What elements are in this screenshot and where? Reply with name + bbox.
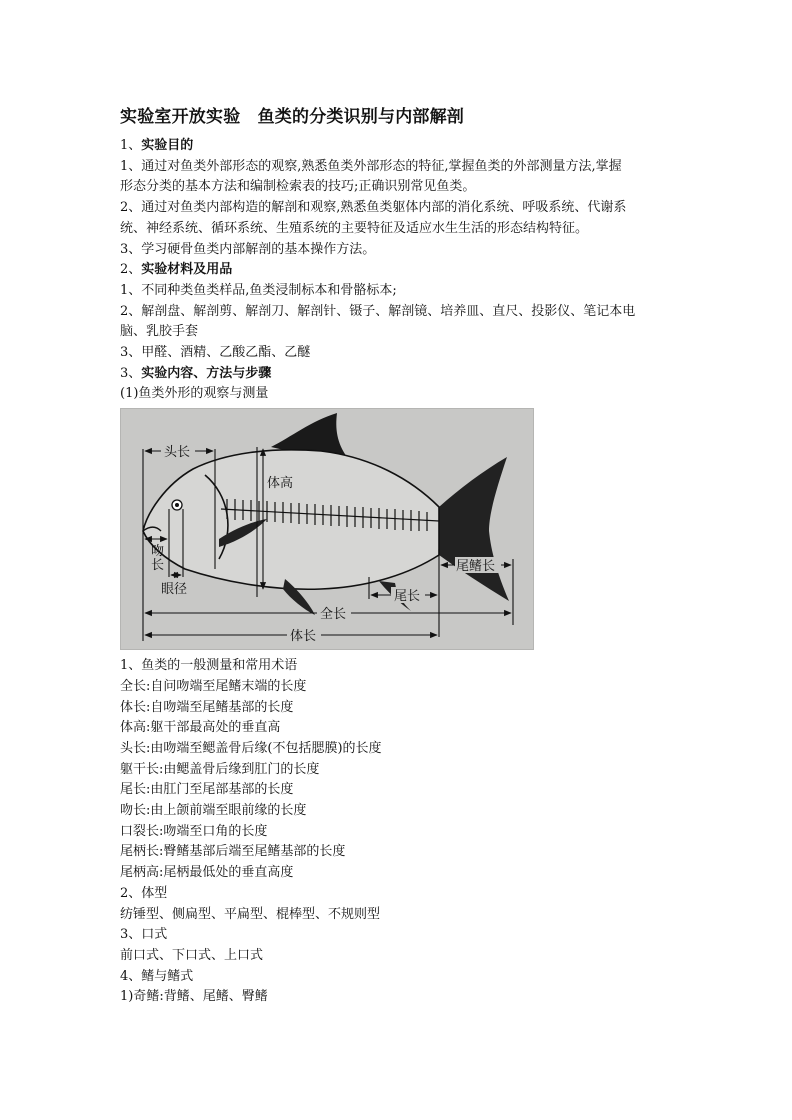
paragraph-line: 1)奇鳍:背鳍、尾鳍、臀鳍 — [120, 989, 268, 1005]
label-caudal-fin-length: 尾鳍长 — [456, 559, 496, 575]
section-number: 2、 — [120, 262, 142, 278]
caudal-fin — [439, 457, 509, 601]
section-title: 实验内容、方法与步骤 — [141, 365, 272, 381]
document-title: 实验室开放实验 鱼类的分类识别与内部解剖 — [120, 107, 464, 127]
paragraph-line: 1、不同种类鱼类样品,鱼类浸制标本和骨骼标本; — [120, 282, 397, 298]
label-snout-length: 吻 — [151, 544, 165, 560]
fish-measurement-figure — [120, 408, 534, 650]
paragraph-line: 3、甲醛、酒精、乙酸乙酯、乙醚 — [120, 345, 311, 361]
paragraph-line: 3、口式 — [120, 927, 168, 943]
section-heading-materials — [120, 260, 680, 281]
term-line: 体长:自吻端至尾鳍基部的长度 — [120, 699, 294, 715]
term-line: 体高:躯干部最高处的垂直高 — [120, 720, 281, 736]
term-line: 尾柄高:尾柄最低处的垂直高度 — [120, 865, 294, 881]
paragraph-line: 纺锤型、侧扁型、平扁型、棍棒型、不规则型 — [120, 906, 381, 922]
section-number: 1、 — [120, 138, 142, 153]
paragraph-line: 3、学习硬骨鱼类内部解剖的基本操作方法。 — [120, 241, 376, 257]
paragraph-line: 4、鳍与鳍式 — [120, 968, 194, 984]
paragraph-line: 2、通过对鱼类内部构造的解剖和观察,熟悉鱼类躯体内部的消化系统、呼吸系统、代谢系 — [120, 200, 627, 216]
label-eye-diameter: 眼径 — [161, 582, 188, 598]
term-line: 吻长:由上颌前端至眼前缘的长度 — [120, 803, 307, 819]
section-title: 实验目的 — [141, 138, 194, 153]
paragraph-line: 前口式、下口式、上口式 — [120, 947, 264, 963]
section-heading-methods — [120, 364, 680, 385]
term-line: 头长:由吻端至鳃盖骨后缘(不包括腮膜)的长度 — [120, 740, 382, 756]
subsection-title: (1)鱼类外形的观察与测量 — [120, 386, 269, 402]
paragraph-line: 1、鱼类的一般测量和常用术语 — [120, 658, 298, 674]
term-line: 躯干长:由鳃盖骨后缘到肛门的长度 — [120, 761, 320, 777]
fish-diagram — [121, 409, 533, 649]
label-total-length: 全长 — [320, 607, 347, 623]
label-body-height: 体高 — [267, 476, 294, 492]
paragraph-line: 2、解剖盘、解剖剪、解剖刀、解剖针、镊子、解剖镜、培养皿、直尺、投影仪、笔记本电 — [120, 303, 636, 319]
term-line: 口裂长:吻端至口角的长度 — [120, 823, 268, 839]
section-heading-purpose — [120, 136, 680, 157]
label-snout-length-2: 长 — [151, 558, 165, 574]
label-head-length: 头长 — [164, 445, 191, 461]
section-title: 实验材料及用品 — [141, 262, 233, 278]
paragraph-line: 脑、乳胶手套 — [120, 324, 199, 340]
paragraph-line: 1、通过对鱼类外部形态的观察,熟悉鱼类外部形态的特征,掌握鱼类的外部测量方法,掌握 — [120, 158, 622, 174]
label-body-length: 体长 — [290, 629, 317, 645]
paragraph-line: 2、体型 — [120, 885, 168, 901]
term-line: 全长:自问吻端至尾鳍末端的长度 — [120, 678, 307, 694]
paragraph-line: 形态分类的基本方法和编制检索表的技巧;正确识别常见鱼类。 — [120, 179, 476, 195]
term-line: 尾长:由肛门至尾部基部的长度 — [120, 782, 294, 798]
label-tail-length: 尾长 — [394, 589, 421, 605]
document-page — [120, 104, 680, 1008]
paragraph-line: 统、神经系统、循环系统、生殖系统的主要特征及适应水生生活的形态结构特征。 — [120, 220, 589, 236]
section-number: 3、 — [120, 365, 142, 381]
term-line: 尾柄长:臀鳍基部后端至尾鳍基部的长度 — [120, 844, 346, 860]
